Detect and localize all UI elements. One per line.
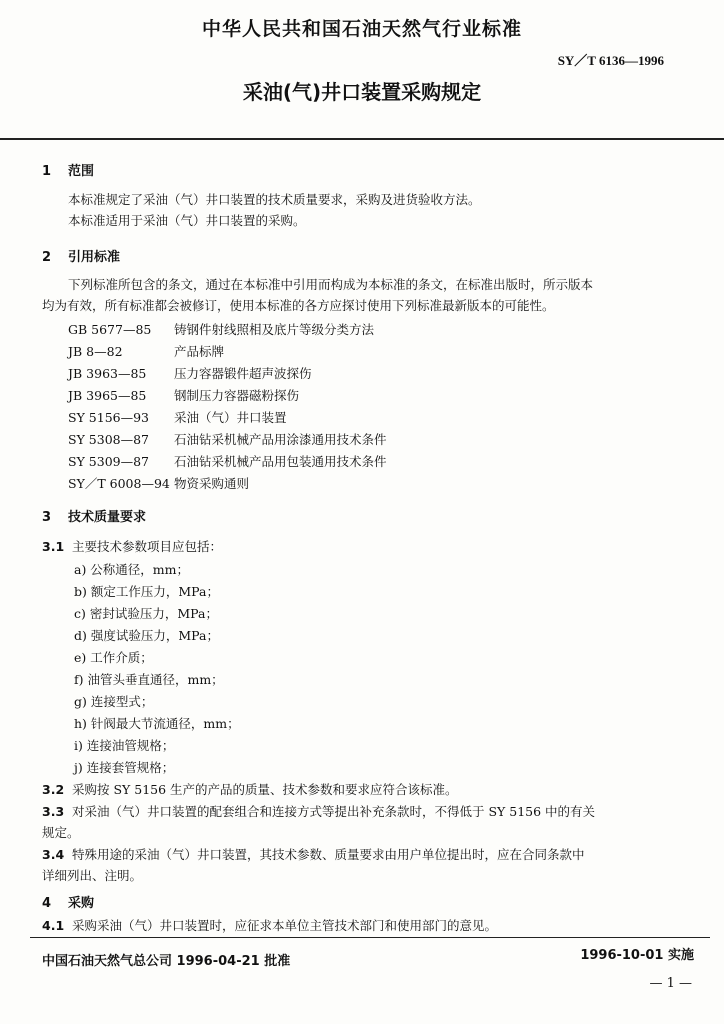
clause-text: 采购按 SY 5156 生产的产品的质量、技术参数和要求应符合该标准。 [72,782,458,797]
clause-number: 3.3 [42,804,65,819]
implementation-date: 1996-10-01 实施 [580,948,694,963]
clause-3-4 [42,845,585,863]
reference-code: SY／T 6008—94 [68,476,170,491]
header-divider [0,138,724,140]
section-number: 1 [42,164,52,179]
list-item: b) 额定工作压力，MPa； [74,584,219,599]
approval-statement: 中国石油天然气总公司 1996-04-21 批准 [42,954,291,969]
reference-code: SY 5309—87 [68,454,150,469]
reference-item [68,386,299,404]
section-2-heading [42,246,120,265]
paragraph: 本标准规定了采油（气）井口装置的技术质量要求，采购及进货验收方法。 [68,192,481,207]
reference-code: JB 8—82 [68,344,123,359]
reference-title: 压力容器锻件超声波探伤 [174,366,312,381]
reference-title: 产品标牌 [174,344,225,359]
standard-category-title: 中华人民共和国石油天然气行业标准 [201,18,522,40]
clause-text: 主要技术参数项目应包括： [72,539,223,554]
clause-text-continued: 规定。 [42,825,80,840]
section-4-heading [42,892,94,911]
list-item: d) 强度试验压力，MPa； [74,628,219,643]
section-number: 3 [42,510,52,525]
list-item: j) 连接套管规格； [74,760,175,775]
reference-item [68,430,387,448]
section-title: 技术质量要求 [68,510,147,525]
clause-4-1 [42,916,497,934]
list-item: a) 公称通径，mm； [74,562,190,577]
reference-title: 石油钻采机械产品用涂漆通用技术条件 [174,432,387,447]
document-title: 采油(气)井口装置采购规定 [242,80,482,104]
list-item: i) 连接油管规格； [74,738,175,753]
reference-code: JB 3963—85 [68,366,147,381]
paragraph-line: 下列标准所包含的条文，通过在本标准中引用而构成为本标准的条文，在标准出版时，所示版本 [68,277,594,292]
clause-text-continued: 详细列出、注明。 [42,868,143,883]
clause-number: 3.1 [42,539,65,554]
standard-code: SY／T 6136—1996 [557,53,664,68]
reference-title: 铸钢件射线照相及底片等级分类方法 [174,322,375,337]
reference-code: JB 3965—85 [68,388,147,403]
section-title: 采购 [68,896,95,911]
reference-item [68,320,374,338]
list-item: h) 针阀最大节流通径，mm； [74,716,240,731]
section-number: 2 [42,250,52,265]
clause-3-1 [42,537,222,555]
reference-title: 采油（气）井口装置 [174,410,287,425]
clause-number: 4.1 [42,918,65,933]
paragraph: 本标准适用于采油（气）井口装置的采购。 [68,213,306,228]
section-number: 4 [42,896,52,911]
reference-item [68,342,224,360]
clause-text: 采购采油（气）井口装置时，应征求本单位主管技术部门和使用部门的意见。 [72,918,498,933]
reference-title: 钢制压力容器磁粉探伤 [174,388,300,403]
reference-title: 石油钻采机械产品用包装通用技术条件 [174,454,387,469]
paragraph-line: 均为有效，所有标准都会被修订，使用本标准的各方应探讨使用下列标准最新版本的可能性。 [42,298,555,313]
clause-number: 3.2 [42,782,65,797]
reference-code: GB 5677—85 [68,322,152,337]
section-3-heading [42,506,146,525]
clause-text: 特殊用途的采油（气）井口装置，其技术参数、质量要求由用户单位提出时，应在合同条款中 [72,847,585,862]
list-item: e) 工作介质； [74,650,153,665]
clause-text: 对采油（气）井口装置的配套组合和连接方式等提出补充条款时，不得低于 SY 5156 中的有关 [72,804,596,819]
reference-item [68,474,249,492]
footer-divider [30,937,710,938]
list-item: c) 密封试验压力，MPa； [74,606,218,621]
reference-code: SY 5156—93 [68,410,150,425]
reference-code: SY 5308—87 [68,432,150,447]
reference-title: 物资采购通则 [174,476,250,491]
clause-number: 3.4 [42,847,65,862]
clause-3-3 [42,802,595,820]
reference-item [68,364,312,382]
section-title: 范围 [68,164,95,179]
section-title: 引用标准 [68,250,121,265]
section-1-heading [42,160,94,179]
reference-item [68,408,287,426]
page-number: — 1 — [649,976,692,991]
reference-item [68,452,387,470]
list-item: g) 连接型式； [74,694,154,709]
clause-3-2 [42,780,458,798]
list-item: f) 油管头垂直通径，mm； [74,672,224,687]
